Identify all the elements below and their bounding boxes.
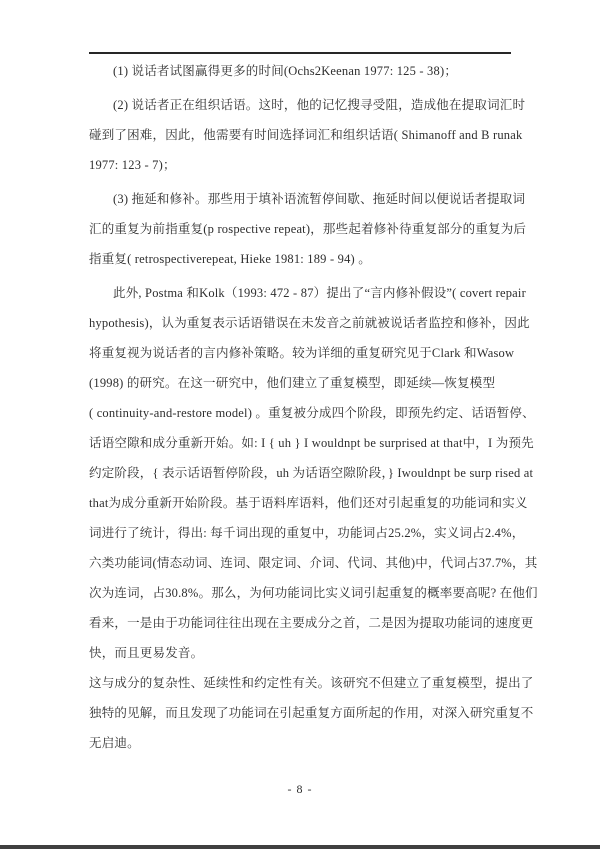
text-line: 独特的见解，而且发现了功能词在引起重复方面所起的作用，对深入研究重复不 <box>89 706 534 720</box>
text-line: (3) 拖延和修补。那些用于填补语流暂停间歇、拖延时间以便说话者提取词 <box>113 192 526 206</box>
page-bottom-edge <box>0 845 600 849</box>
text-line: 快，而且更易发音。 <box>89 646 204 660</box>
page-number: - 8 - <box>287 782 313 796</box>
text-line: 六类功能词(情态动词、连词、限定词、介词、代词、其他)中，代词占37.7%，其 <box>89 556 538 570</box>
text-line: 此外, Postma 和Kolk（1993: 472 - 87）提出了“言内修补假设”( covert repair <box>113 286 526 300</box>
body-text <box>89 56 538 758</box>
header-rule <box>89 52 511 54</box>
text-line: 词进行了统计，得出: 每千词出现的重复中，功能词占25.2%，实义词占2.4%， <box>89 526 525 540</box>
text-line: 这与成分的复杂性、延续性和约定性有关。该研究不但建立了重复模型，提出了 <box>89 676 534 690</box>
text-line: (2) 说话者正在组织话语。这时，他的记忆搜寻受阻，造成他在提取词汇时 <box>113 98 526 112</box>
text-line: (1) 说话者试图赢得更多的时间(Ochs2Keenan 1977: 125 - 38)； <box>113 64 458 78</box>
text-line: 次为连词，占30.8%。那么，为何功能词比实义词引起重复的概率要高呢? 在他们 <box>89 586 538 600</box>
text-line: 看来，一是由于功能词往往出现在主要成分之首，二是因为提取功能词的速度更 <box>89 616 534 630</box>
text-line: (1998) 的研究。在这一研究中，他们建立了重复模型，即延续—恢复模型 <box>89 376 496 390</box>
text-line: 无启迪。 <box>89 736 140 750</box>
text-line: that为成分重新开始阶段。基于语料库语料，他们还对引起重复的功能词和实义 <box>89 496 528 510</box>
text-line: 1977: 123 - 7)； <box>89 158 176 172</box>
text-line: 约定阶段，{ 表示话语暂停阶段，uh 为话语空隙阶段，} Iwouldnpt be surp rised at <box>89 466 534 480</box>
text-line: 汇的重复为前指重复(p rospective repeat)，那些起着修补待重复部分的重复为后 <box>89 222 527 236</box>
text-line: 碰到了困难，因此，他需要有时间选择词汇和组织话语( Shimanoff and B runak <box>89 128 523 142</box>
text-line: 话语空隙和成分重新开始。如: I { uh } I wouldnpt be surprised at that中，I 为预先 <box>89 436 534 450</box>
text-line: 将重复视为说话者的言内修补策略。较为详细的重复研究见于Clark 和Wasow <box>89 346 515 360</box>
text-line: ( continuity-and-restore model) 。重复被分成四个阶段，即预先约定、话语暂停、 <box>89 406 535 420</box>
text-line: 指重复( retrospectiverepeat, Hieke 1981: 189 - 94) 。 <box>89 252 371 266</box>
text-line: hypothesis)，认为重复表示话语错误在未发音之前就被说话者监控和修补，因此 <box>89 316 530 330</box>
